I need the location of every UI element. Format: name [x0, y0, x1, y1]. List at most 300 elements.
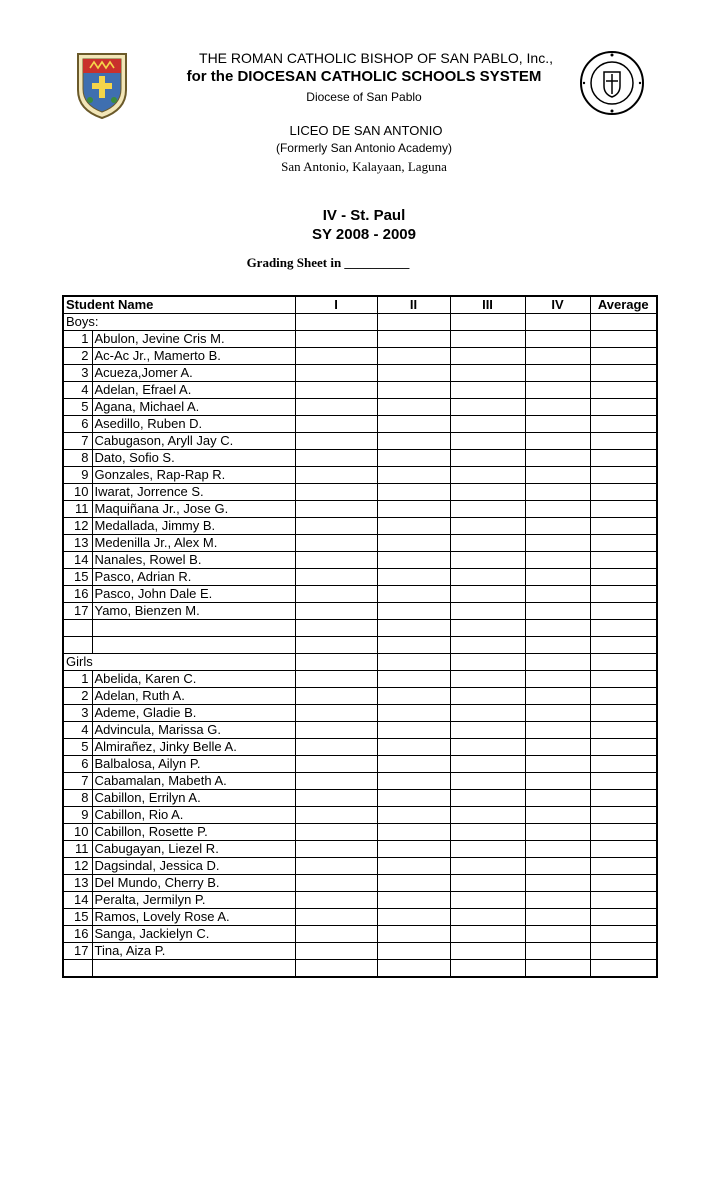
grade-cell[interactable] — [450, 790, 525, 807]
student-name: Pasco, John Dale E. — [92, 586, 295, 603]
grade-cell[interactable] — [525, 552, 590, 569]
column-header-quarter-1: I — [295, 296, 377, 314]
grade-cell[interactable] — [377, 399, 450, 416]
grade-cell[interactable] — [377, 552, 450, 569]
grade-cell[interactable] — [377, 603, 450, 620]
grade-cell[interactable] — [590, 841, 657, 858]
grade-cell[interactable] — [295, 637, 377, 654]
grade-cell[interactable] — [450, 365, 525, 382]
table-row — [63, 467, 657, 484]
grade-cell[interactable] — [450, 331, 525, 348]
grade-cell[interactable] — [295, 586, 377, 603]
grade-cell[interactable] — [450, 739, 525, 756]
grade-cell[interactable] — [377, 807, 450, 824]
grade-cell[interactable] — [377, 637, 450, 654]
grade-cell[interactable] — [590, 331, 657, 348]
grade-cell[interactable] — [377, 909, 450, 926]
grade-cell[interactable] — [590, 926, 657, 943]
grade-cell[interactable] — [590, 739, 657, 756]
table-row — [63, 620, 657, 637]
grade-cell[interactable] — [295, 722, 377, 739]
grade-cell[interactable] — [590, 688, 657, 705]
grade-cell[interactable] — [590, 518, 657, 535]
student-number: 6 — [63, 756, 92, 773]
grade-cell[interactable] — [590, 535, 657, 552]
grade-cell[interactable] — [450, 348, 525, 365]
student-name: Del Mundo, Cherry B. — [92, 875, 295, 892]
student-name — [92, 637, 295, 654]
grade-cell[interactable] — [377, 705, 450, 722]
grade-cell[interactable] — [377, 314, 450, 331]
grade-cell[interactable] — [525, 637, 590, 654]
grade-cell[interactable] — [450, 824, 525, 841]
grade-cell[interactable] — [525, 654, 590, 671]
student-number: 16 — [63, 926, 92, 943]
grade-cell[interactable] — [525, 739, 590, 756]
grade-cell[interactable] — [295, 535, 377, 552]
grade-cell[interactable] — [525, 688, 590, 705]
student-name: Pasco, Adrian R. — [92, 569, 295, 586]
grade-cell[interactable] — [450, 416, 525, 433]
grade-cell[interactable] — [295, 841, 377, 858]
grade-cell[interactable] — [590, 824, 657, 841]
student-number: 5 — [63, 739, 92, 756]
student-name: Ademe, Gladie B. — [92, 705, 295, 722]
column-header-quarter-2: II — [377, 296, 450, 314]
student-number: 12 — [63, 518, 92, 535]
grade-cell[interactable] — [450, 501, 525, 518]
student-number: 17 — [63, 943, 92, 960]
student-name: Cabillon, Rosette P. — [92, 824, 295, 841]
grade-cell[interactable] — [295, 960, 377, 978]
student-number: 8 — [63, 790, 92, 807]
grade-cell[interactable] — [295, 909, 377, 926]
grade-cell[interactable] — [525, 705, 590, 722]
grade-cell[interactable] — [450, 909, 525, 926]
student-name: Peralta, Jermilyn P. — [92, 892, 295, 909]
grade-cell[interactable] — [525, 603, 590, 620]
table-row — [63, 858, 657, 875]
grade-cell[interactable] — [450, 671, 525, 688]
student-number: 3 — [63, 705, 92, 722]
grade-cell[interactable] — [377, 773, 450, 790]
grade-cell[interactable] — [590, 807, 657, 824]
grade-cell[interactable] — [377, 382, 450, 399]
grade-cell[interactable] — [450, 875, 525, 892]
grade-cell[interactable] — [377, 416, 450, 433]
grade-cell[interactable] — [450, 637, 525, 654]
grade-cell[interactable] — [590, 552, 657, 569]
student-number — [63, 620, 92, 637]
grade-cell[interactable] — [450, 756, 525, 773]
grade-cell[interactable] — [377, 688, 450, 705]
grade-cell[interactable] — [377, 535, 450, 552]
grade-cell[interactable] — [377, 365, 450, 382]
student-name: Ac-Ac Jr., Mamerto B. — [92, 348, 295, 365]
grade-cell[interactable] — [377, 501, 450, 518]
grade-cell[interactable] — [450, 382, 525, 399]
student-number: 9 — [63, 467, 92, 484]
table-row — [63, 960, 657, 978]
grade-cell[interactable] — [295, 416, 377, 433]
grade-cell[interactable] — [590, 484, 657, 501]
grade-cell[interactable] — [450, 892, 525, 909]
grade-cell[interactable] — [525, 535, 590, 552]
table-row — [63, 773, 657, 790]
grade-cell[interactable] — [450, 943, 525, 960]
table-row — [63, 416, 657, 433]
grade-cell[interactable] — [590, 756, 657, 773]
grade-cell[interactable] — [377, 518, 450, 535]
grade-cell[interactable] — [525, 569, 590, 586]
grade-cell[interactable] — [525, 790, 590, 807]
student-number: 11 — [63, 841, 92, 858]
diocese-line: Diocese of San Pablo — [306, 90, 422, 104]
grade-cell[interactable] — [377, 824, 450, 841]
grade-cell[interactable] — [450, 858, 525, 875]
grade-cell[interactable] — [590, 365, 657, 382]
grade-cell[interactable] — [295, 331, 377, 348]
grade-cell[interactable] — [525, 416, 590, 433]
grade-cell[interactable] — [450, 399, 525, 416]
grade-cell[interactable] — [450, 552, 525, 569]
grade-cell[interactable] — [590, 603, 657, 620]
student-name: Dato, Sofio S. — [92, 450, 295, 467]
grade-cell[interactable] — [525, 943, 590, 960]
grade-cell[interactable] — [377, 841, 450, 858]
system-line: for the DIOCESAN CATHOLIC SCHOOLS SYSTEM — [186, 68, 542, 85]
grade-cell[interactable] — [590, 569, 657, 586]
grade-cell[interactable] — [525, 348, 590, 365]
grade-cell[interactable] — [295, 467, 377, 484]
table-row — [63, 841, 657, 858]
grade-cell[interactable] — [450, 433, 525, 450]
grade-cell[interactable] — [295, 501, 377, 518]
grade-cell[interactable] — [590, 892, 657, 909]
grade-cell[interactable] — [590, 654, 657, 671]
grade-cell[interactable] — [590, 382, 657, 399]
table-row — [63, 824, 657, 841]
grade-cell[interactable] — [525, 620, 590, 637]
student-number: 5 — [63, 399, 92, 416]
grade-cell[interactable] — [295, 365, 377, 382]
student-number: 4 — [63, 382, 92, 399]
grade-cell[interactable] — [590, 722, 657, 739]
grade-cell[interactable] — [295, 552, 377, 569]
grade-cell[interactable] — [295, 943, 377, 960]
grade-cell[interactable] — [377, 722, 450, 739]
grade-cell[interactable] — [450, 314, 525, 331]
grade-cell[interactable] — [525, 365, 590, 382]
grade-cell[interactable] — [377, 671, 450, 688]
grade-cell[interactable] — [590, 773, 657, 790]
grade-cell[interactable] — [590, 501, 657, 518]
grade-cell[interactable] — [295, 433, 377, 450]
grade-cell[interactable] — [450, 467, 525, 484]
grade-cell[interactable] — [377, 331, 450, 348]
grade-cell[interactable] — [295, 926, 377, 943]
grade-cell[interactable] — [377, 586, 450, 603]
grade-cell[interactable] — [525, 773, 590, 790]
grade-cell[interactable] — [525, 671, 590, 688]
table-row — [63, 909, 657, 926]
grade-cell[interactable] — [525, 756, 590, 773]
grade-cell[interactable] — [377, 348, 450, 365]
grade-cell[interactable] — [377, 960, 450, 978]
grade-cell[interactable] — [377, 433, 450, 450]
grade-cell[interactable] — [450, 705, 525, 722]
grade-cell[interactable] — [525, 875, 590, 892]
student-number: 7 — [63, 773, 92, 790]
student-name: Iwarat, Jorrence S. — [92, 484, 295, 501]
grade-cell[interactable] — [525, 722, 590, 739]
grade-cell[interactable] — [295, 739, 377, 756]
grade-cell[interactable] — [590, 399, 657, 416]
student-name: Abelida, Karen C. — [92, 671, 295, 688]
grade-cell[interactable] — [590, 586, 657, 603]
grade-cell[interactable] — [450, 603, 525, 620]
grade-cell[interactable] — [377, 484, 450, 501]
grade-cell[interactable] — [295, 382, 377, 399]
student-number: 12 — [63, 858, 92, 875]
table-row — [63, 926, 657, 943]
student-name: Dagsindal, Jessica D. — [92, 858, 295, 875]
table-header-row — [63, 296, 657, 314]
grade-cell[interactable] — [525, 501, 590, 518]
grade-cell[interactable] — [295, 518, 377, 535]
grade-cell[interactable] — [377, 892, 450, 909]
grade-cell[interactable] — [295, 671, 377, 688]
student-name: Adelan, Ruth A. — [92, 688, 295, 705]
grade-cell[interactable] — [590, 858, 657, 875]
grade-cell[interactable] — [295, 603, 377, 620]
grade-cell[interactable] — [525, 909, 590, 926]
column-header-average: Average — [590, 296, 657, 314]
grade-cell[interactable] — [590, 943, 657, 960]
grade-cell[interactable] — [525, 518, 590, 535]
grade-cell[interactable] — [295, 705, 377, 722]
table-row — [63, 790, 657, 807]
grade-cell[interactable] — [295, 858, 377, 875]
grade-cell[interactable] — [590, 637, 657, 654]
grade-cell[interactable] — [377, 739, 450, 756]
table-row — [63, 382, 657, 399]
grade-cell[interactable] — [590, 960, 657, 978]
student-number: 8 — [63, 450, 92, 467]
table-row — [63, 671, 657, 688]
student-name: Balbalosa, Ailyn P. — [92, 756, 295, 773]
grade-cell[interactable] — [590, 467, 657, 484]
grade-cell[interactable] — [377, 467, 450, 484]
grade-cell[interactable] — [450, 841, 525, 858]
student-name: Cabugason, Aryll Jay C. — [92, 433, 295, 450]
student-name: Cabillon, Errilyn A. — [92, 790, 295, 807]
student-number: 17 — [63, 603, 92, 620]
grade-cell[interactable] — [377, 654, 450, 671]
grade-cell[interactable] — [525, 892, 590, 909]
school-address: San Antonio, Kalayaan, Laguna — [281, 159, 447, 174]
grade-cell[interactable] — [377, 450, 450, 467]
table-row — [63, 586, 657, 603]
former-name: (Formerly San Antonio Academy) — [275, 141, 453, 155]
grade-cell[interactable] — [377, 756, 450, 773]
boys-section-row — [63, 314, 657, 331]
student-number: 13 — [63, 875, 92, 892]
grade-cell[interactable] — [525, 807, 590, 824]
boys-section-label: Boys: — [63, 314, 295, 331]
student-number: 7 — [63, 433, 92, 450]
student-number: 2 — [63, 348, 92, 365]
table-row — [63, 331, 657, 348]
grade-cell[interactable] — [450, 586, 525, 603]
column-header-quarter-3: III — [450, 296, 525, 314]
grade-cell[interactable] — [590, 705, 657, 722]
grade-cell[interactable] — [450, 518, 525, 535]
student-number — [63, 637, 92, 654]
column-header-student-name: Student Name — [63, 296, 295, 314]
student-number: 16 — [63, 586, 92, 603]
grade-cell[interactable] — [295, 620, 377, 637]
grade-cell[interactable] — [590, 416, 657, 433]
student-name: Medallada, Jimmy B. — [92, 518, 295, 535]
table-row — [63, 722, 657, 739]
student-name — [92, 620, 295, 637]
table-row — [63, 603, 657, 620]
student-name — [92, 960, 295, 978]
student-name: Nanales, Rowel B. — [92, 552, 295, 569]
grade-cell[interactable] — [450, 450, 525, 467]
table-row — [63, 365, 657, 382]
grade-cell[interactable] — [295, 569, 377, 586]
table-row — [63, 433, 657, 450]
grade-cell[interactable] — [590, 348, 657, 365]
grade-cell[interactable] — [525, 484, 590, 501]
student-name: Adelan, Efrael A. — [92, 382, 295, 399]
student-name: Sanga, Jackielyn C. — [92, 926, 295, 943]
grade-cell[interactable] — [377, 943, 450, 960]
grade-cell[interactable] — [590, 790, 657, 807]
grade-cell[interactable] — [295, 450, 377, 467]
grade-cell[interactable] — [450, 654, 525, 671]
grade-cell[interactable] — [590, 909, 657, 926]
grade-cell[interactable] — [450, 926, 525, 943]
student-number: 4 — [63, 722, 92, 739]
student-name: Cabamalan, Mabeth A. — [92, 773, 295, 790]
table-row — [63, 569, 657, 586]
grade-cell[interactable] — [525, 433, 590, 450]
grade-cell[interactable] — [525, 824, 590, 841]
student-name: Asedillo, Ruben D. — [92, 416, 295, 433]
grade-cell[interactable] — [450, 484, 525, 501]
grade-cell[interactable] — [295, 688, 377, 705]
grade-cell[interactable] — [590, 314, 657, 331]
table-row — [63, 892, 657, 909]
grade-cell[interactable] — [295, 824, 377, 841]
grade-cell[interactable] — [295, 892, 377, 909]
grade-cell[interactable] — [525, 926, 590, 943]
grade-cell[interactable] — [525, 858, 590, 875]
grade-cell[interactable] — [295, 314, 377, 331]
grade-cell[interactable] — [450, 569, 525, 586]
table-row — [63, 943, 657, 960]
grade-cell[interactable] — [525, 314, 590, 331]
grade-cell[interactable] — [525, 841, 590, 858]
grade-cell[interactable] — [295, 654, 377, 671]
grade-cell[interactable] — [525, 960, 590, 978]
grade-cell[interactable] — [590, 671, 657, 688]
grade-cell[interactable] — [450, 807, 525, 824]
grade-cell[interactable] — [525, 467, 590, 484]
student-number: 10 — [63, 484, 92, 501]
girls-section-row — [63, 654, 657, 671]
student-number: 2 — [63, 688, 92, 705]
grade-cell[interactable] — [295, 875, 377, 892]
student-number: 1 — [63, 671, 92, 688]
grade-cell[interactable] — [450, 960, 525, 978]
table-row — [63, 688, 657, 705]
grade-cell[interactable] — [590, 875, 657, 892]
student-number: 13 — [63, 535, 92, 552]
student-name: Gonzales, Rap-Rap R. — [92, 467, 295, 484]
student-number: 11 — [63, 501, 92, 518]
grade-cell[interactable] — [590, 620, 657, 637]
grade-cell[interactable] — [450, 688, 525, 705]
grade-cell[interactable] — [377, 569, 450, 586]
grading-table — [62, 295, 658, 978]
grade-cell[interactable] — [295, 348, 377, 365]
grade-cell[interactable] — [590, 433, 657, 450]
student-name: Yamo, Bienzen M. — [92, 603, 295, 620]
grade-cell[interactable] — [525, 586, 590, 603]
grade-cell[interactable] — [525, 331, 590, 348]
table-row — [63, 756, 657, 773]
grade-cell[interactable] — [377, 875, 450, 892]
student-number: 1 — [63, 331, 92, 348]
grade-cell[interactable] — [450, 535, 525, 552]
sheet-title: Grading Sheet in __________ — [246, 255, 410, 270]
grade-cell[interactable] — [377, 926, 450, 943]
grade-cell[interactable] — [450, 773, 525, 790]
grade-cell[interactable] — [295, 773, 377, 790]
grade-cell[interactable] — [377, 790, 450, 807]
grade-cell[interactable] — [525, 399, 590, 416]
grade-cell[interactable] — [295, 484, 377, 501]
grade-cell[interactable] — [525, 450, 590, 467]
grade-cell[interactable] — [450, 620, 525, 637]
table-row — [63, 637, 657, 654]
student-number — [63, 960, 92, 978]
grade-cell[interactable] — [377, 858, 450, 875]
student-name: Advincula, Marissa G. — [92, 722, 295, 739]
table-row — [63, 739, 657, 756]
grade-cell[interactable] — [295, 399, 377, 416]
grade-cell[interactable] — [590, 450, 657, 467]
section-title: IV - St. Paul — [322, 207, 406, 224]
grade-cell[interactable] — [377, 620, 450, 637]
girls-section-label: Girls — [63, 654, 295, 671]
grade-cell[interactable] — [295, 807, 377, 824]
student-name: Cabugayan, Liezel R. — [92, 841, 295, 858]
grade-cell[interactable] — [295, 756, 377, 773]
column-header-quarter-4: IV — [525, 296, 590, 314]
student-name: Medenilla Jr., Alex M. — [92, 535, 295, 552]
student-number: 6 — [63, 416, 92, 433]
grade-cell[interactable] — [450, 722, 525, 739]
table-row — [63, 705, 657, 722]
student-name: Agana, Michael A. — [92, 399, 295, 416]
grade-cell[interactable] — [295, 790, 377, 807]
grade-cell[interactable] — [525, 382, 590, 399]
